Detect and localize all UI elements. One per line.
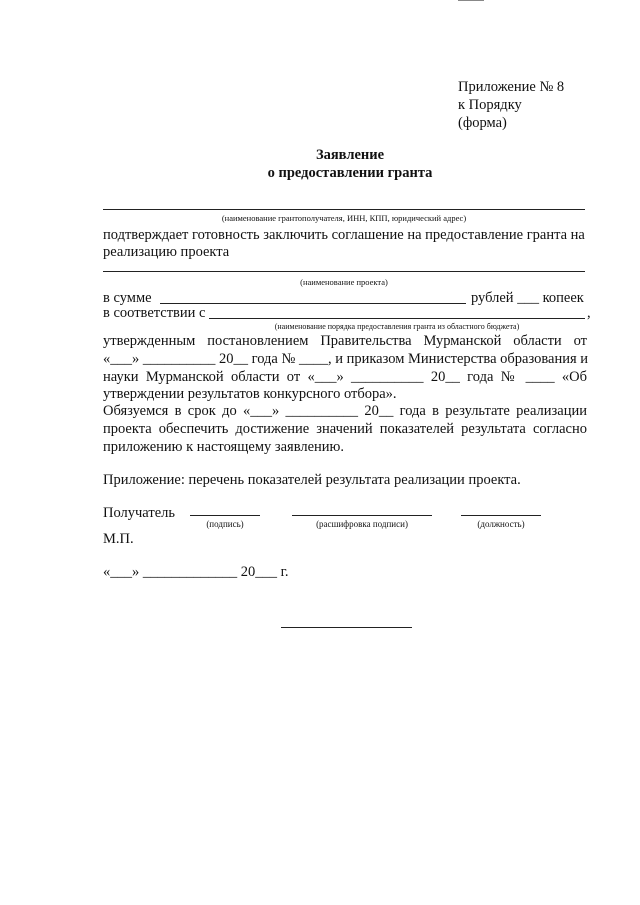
- resolution-line-4: утверждении результатов конкурсного отбора».: [103, 386, 397, 402]
- recipient-label: Получатель: [103, 505, 175, 521]
- signature-caption: (подпись): [206, 519, 244, 529]
- decoding-caption: (расшифровка подписи): [316, 519, 408, 529]
- project-field[interactable]: [103, 271, 585, 272]
- sum-label: в сумме: [103, 290, 152, 306]
- recipient-field[interactable]: [103, 209, 585, 210]
- resolution-line-3: науки Мурманской области от «___» __________ 20__ года № ____ «Об: [103, 369, 587, 385]
- readiness-line-2: реализацию проекта: [103, 244, 230, 260]
- bottom-separator: [281, 627, 412, 628]
- sum-currency: рублей ___ копеек: [471, 290, 584, 306]
- procedure-caption: (наименование порядка предоставления гранта из областного бюджета): [274, 322, 520, 331]
- resolution-line-1: утвержденным постановлением Правительства Мурманской области от: [103, 333, 587, 349]
- position-caption: (должность): [477, 519, 525, 529]
- commitment-line-3: приложению к настоящему заявлению.: [103, 439, 345, 455]
- commitment-line-2: проекта обеспечить достижение значений показателей результата согласно: [103, 421, 587, 437]
- accordance-label: в соответствии с: [103, 305, 206, 321]
- date-line: «___» _____________ 20___ г.: [103, 564, 289, 580]
- stamp-label: М.П.: [103, 531, 134, 547]
- appendix-number: Приложение № 8: [458, 79, 565, 95]
- sum-field[interactable]: [160, 303, 466, 304]
- position-field[interactable]: [461, 515, 541, 516]
- signature-field[interactable]: [190, 515, 260, 516]
- resolution-line-2: «___» __________ 20__ года № ____, и приказом Министерства образования и: [103, 351, 589, 367]
- top-mark-line: [458, 0, 484, 1]
- appendix-form: (форма): [458, 115, 507, 131]
- procedure-field[interactable]: [209, 318, 585, 319]
- commitment-line-1: Обязуемся в срок до «___» __________ 20__ года в результате реализации: [103, 403, 587, 419]
- document-subtitle: о предоставлении гранта: [267, 165, 433, 181]
- recipient-caption: (наименование грантополучателя, ИНН, КПП, юридический адрес): [221, 213, 467, 223]
- attachment-note: Приложение: перечень показателей результата реализации проекта.: [103, 472, 521, 488]
- project-caption: (наименование проекта): [300, 277, 388, 287]
- decoding-field[interactable]: [292, 515, 432, 516]
- accordance-comma: ,: [587, 305, 591, 321]
- document-title: Заявление: [315, 147, 385, 163]
- readiness-line-1: подтверждает готовность заключить соглашение на предоставление гранта на: [103, 227, 585, 243]
- appendix-procedure: к Порядку: [458, 97, 522, 113]
